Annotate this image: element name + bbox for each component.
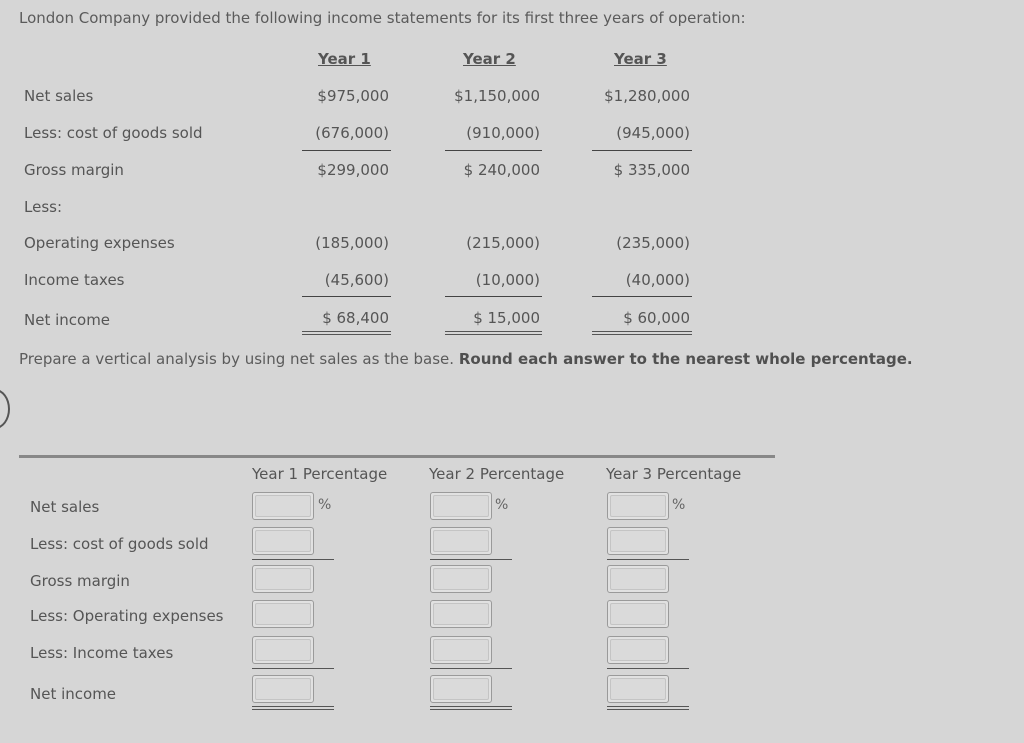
input-inner xyxy=(255,568,311,590)
input-inner xyxy=(255,678,311,700)
input-inner xyxy=(610,530,666,552)
gross-margin-year-2: $ 240,000 xyxy=(463,161,540,179)
cogs-answer-underline-3 xyxy=(607,559,689,560)
input-inner xyxy=(433,603,489,625)
problem-intro: London Company provided the following income statements for its first three years of operation: xyxy=(19,9,746,27)
year-1-percentage-header: Year 1 Percentage xyxy=(252,465,388,483)
answer-operating-expenses-label: Less: Operating expenses xyxy=(30,607,224,625)
gross-margin-year-3-input[interactable] xyxy=(607,565,669,593)
net-sales-year-3-input[interactable] xyxy=(607,492,669,520)
gross-margin-year-1: $299,000 xyxy=(317,161,389,179)
net-sales-year-1: $975,000 xyxy=(317,87,389,105)
cogs-year-2: (910,000) xyxy=(466,124,540,142)
net-income-year-3-input[interactable] xyxy=(607,675,669,703)
input-inner xyxy=(255,639,311,661)
income-taxes-label: Income taxes xyxy=(24,271,125,289)
cogs-year-2-input[interactable] xyxy=(430,527,492,555)
cogs-answer-underline-1 xyxy=(252,559,334,560)
operating-expenses-year-2-input[interactable] xyxy=(430,600,492,628)
net-income-double-rule-3 xyxy=(592,331,692,335)
gross-margin-year-1-input[interactable] xyxy=(252,565,314,593)
taxes-answer-underline-1 xyxy=(252,668,334,669)
answer-net-sales-label: Net sales xyxy=(30,498,100,516)
operating-expenses-label: Operating expenses xyxy=(24,234,175,252)
input-inner xyxy=(433,568,489,590)
input-inner xyxy=(610,603,666,625)
net-income-label: Net income xyxy=(24,311,111,329)
income-taxes-year-1: (45,600) xyxy=(324,271,389,289)
cogs-underline-3 xyxy=(592,150,692,151)
operating-expenses-year-2: (215,000) xyxy=(466,234,540,252)
taxes-underline-1 xyxy=(302,296,391,297)
income-taxes-year-2-input[interactable] xyxy=(430,636,492,664)
percent-sign: % xyxy=(495,497,509,513)
net-income-year-2: $ 15,000 xyxy=(473,309,540,327)
input-inner xyxy=(610,639,666,661)
percent-sign: % xyxy=(672,497,686,513)
net-income-year-3: $ 60,000 xyxy=(623,309,690,327)
input-inner xyxy=(610,495,666,517)
taxes-underline-3 xyxy=(592,296,692,297)
net-sales-label: Net sales xyxy=(24,87,94,105)
year-2-header: Year 2 xyxy=(463,50,516,68)
gross-margin-year-3: $ 335,000 xyxy=(613,161,690,179)
income-taxes-year-3: (40,000) xyxy=(625,271,690,289)
net-income-year-2-input[interactable] xyxy=(430,675,492,703)
taxes-answer-underline-2 xyxy=(430,668,512,669)
cogs-year-3: (945,000) xyxy=(616,124,690,142)
net-income-double-rule-1 xyxy=(302,331,391,335)
gross-margin-label: Gross margin xyxy=(24,161,124,179)
input-inner xyxy=(610,568,666,590)
operating-expenses-year-1: (185,000) xyxy=(315,234,389,252)
input-inner xyxy=(255,603,311,625)
cogs-year-3-input[interactable] xyxy=(607,527,669,555)
taxes-underline-2 xyxy=(445,296,542,297)
net-sales-year-2-input[interactable] xyxy=(430,492,492,520)
input-inner xyxy=(433,639,489,661)
input-inner xyxy=(433,495,489,517)
net-sales-year-3: $1,280,000 xyxy=(604,87,690,105)
net-sales-year-2: $1,150,000 xyxy=(454,87,540,105)
percent-sign: % xyxy=(318,497,332,513)
net-income-year-1-input[interactable] xyxy=(252,675,314,703)
cogs-year-1: (676,000) xyxy=(315,124,389,142)
step-indicator-circle xyxy=(0,389,10,429)
operating-expenses-year-3: (235,000) xyxy=(616,234,690,252)
instruction xyxy=(19,350,913,368)
year-3-percentage-header: Year 3 Percentage xyxy=(606,465,742,483)
cogs-year-1-input[interactable] xyxy=(252,527,314,555)
cogs-underline-2 xyxy=(445,150,542,151)
instruction-plain: Prepare a vertical analysis by using net sales as the base. xyxy=(19,350,455,368)
operating-expenses-year-3-input[interactable] xyxy=(607,600,669,628)
year-3-header: Year 3 xyxy=(614,50,667,68)
operating-expenses-year-1-input[interactable] xyxy=(252,600,314,628)
net-income-double-rule-2 xyxy=(445,331,542,335)
income-taxes-year-2: (10,000) xyxy=(475,271,540,289)
year-1-header: Year 1 xyxy=(318,50,371,68)
net-income-answer-double-rule-1 xyxy=(252,706,334,710)
answer-net-income-label: Net income xyxy=(30,685,117,703)
answer-table-top-rule xyxy=(19,455,775,458)
income-taxes-year-3-input[interactable] xyxy=(607,636,669,664)
input-inner xyxy=(255,495,311,517)
answer-income-taxes-label: Less: Income taxes xyxy=(30,644,174,662)
cogs-answer-underline-2 xyxy=(430,559,512,560)
gross-margin-year-2-input[interactable] xyxy=(430,565,492,593)
input-inner xyxy=(255,530,311,552)
answer-gross-margin-label: Gross margin xyxy=(30,572,130,590)
net-income-year-1: $ 68,400 xyxy=(322,309,389,327)
input-inner xyxy=(433,678,489,700)
cogs-label: Less: cost of goods sold xyxy=(24,124,203,142)
net-income-answer-double-rule-2 xyxy=(430,706,512,710)
instruction-bold: Round each answer to the nearest whole percentage. xyxy=(458,350,913,368)
less-label: Less: xyxy=(24,198,63,216)
input-inner xyxy=(433,530,489,552)
input-inner xyxy=(610,678,666,700)
taxes-answer-underline-3 xyxy=(607,668,689,669)
income-taxes-year-1-input[interactable] xyxy=(252,636,314,664)
answer-cogs-label: Less: cost of goods sold xyxy=(30,535,209,553)
net-income-answer-double-rule-3 xyxy=(607,706,689,710)
year-2-percentage-header: Year 2 Percentage xyxy=(429,465,565,483)
cogs-underline-1 xyxy=(302,150,391,151)
net-sales-year-1-input[interactable] xyxy=(252,492,314,520)
